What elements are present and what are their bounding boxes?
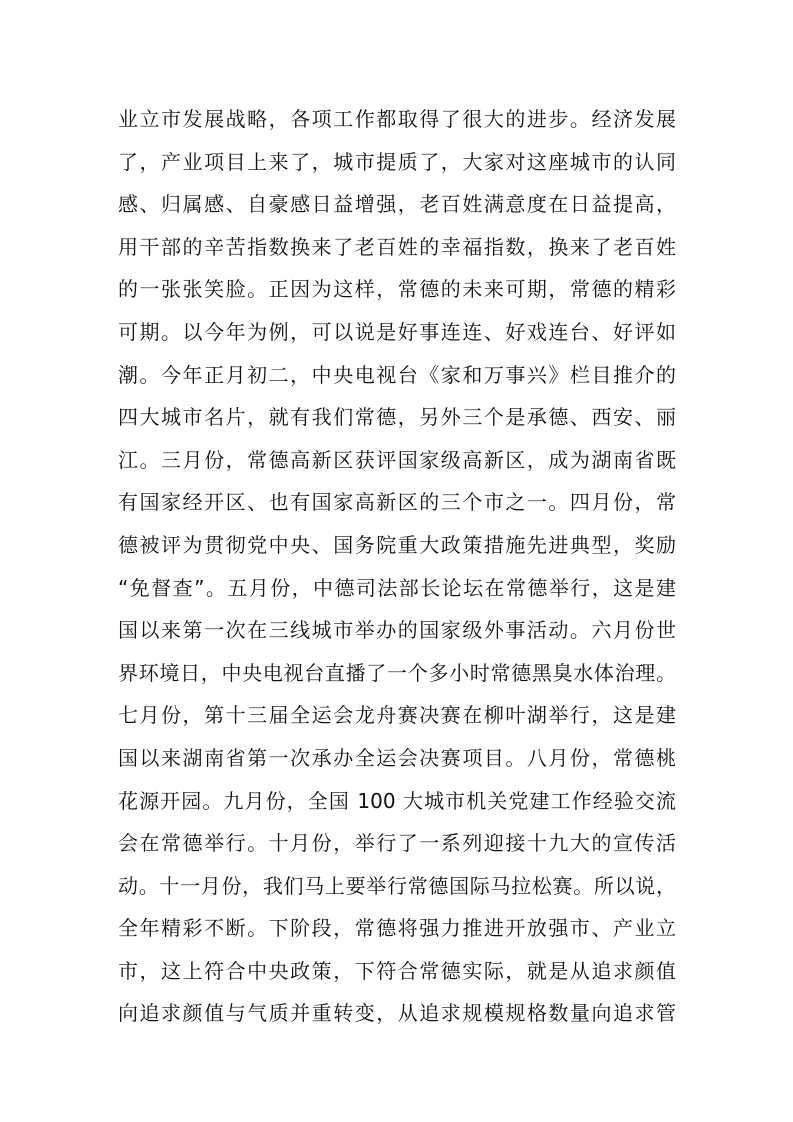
text-line: 感、归属感、自豪感日益增强，老百姓满意度在日益提高， (118, 192, 676, 217)
text-line: “免督查”。五月份，中德司法部长论坛在常德举行，这是建 (118, 575, 676, 600)
text-line: 的一张张笑脸。正因为这样，常德的未来可期，常德的精彩 (118, 277, 676, 302)
text-line: 了，产业项目上来了，城市提质了，大家对这座城市的认同 (118, 149, 676, 174)
text-line: 国以来第一次在三线城市举办的国家级外事活动。六月份世 (118, 618, 676, 643)
text-line: 国以来湖南省第一次承办全运会决赛项目。八月份，常德桃 (118, 745, 676, 770)
text-line: 业立市发展战略，各项工作都取得了很大的进步。经济发展 (118, 107, 676, 131)
text-line: 可期。以今年为例，可以说是好事连连、好戏连台、好评如 (118, 319, 676, 344)
text-line: 向追求颜值与气质并重转变，从追求规模规格数量向追求管 (118, 1001, 676, 1026)
text-line: 界环境日，中央电视台直播了一个多小时常德黑臭水体治理。 (118, 660, 676, 685)
text-line: 德被评为贯彻党中央、国务院重大政策措施先进典型，奖励 (118, 532, 676, 557)
text-line: 用干部的辛苦指数换来了老百姓的幸福指数，换来了老百姓 (118, 234, 676, 259)
body-paragraph (118, 98, 676, 1035)
text-line: 有国家经开区、也有国家高新区的三个市之一。四月份，常 (118, 490, 676, 515)
text-line: 市，这上符合中央政策，下符合常德实际，就是从追求颜值 (118, 958, 676, 983)
text-line: 全年精彩不断。下阶段，常德将强力推进开放强市、产业立 (118, 916, 676, 941)
text-line: 动。十一月份，我们马上要举行常德国际马拉松赛。所以说， (118, 873, 676, 898)
text-line: 会在常德举行。十月份，举行了一系列迎接十九大的宣传活 (118, 831, 676, 856)
text-line: 江。三月份，常德高新区获评国家级高新区，成为湖南省既 (118, 447, 676, 472)
text-line: 七月份，第十三届全运会龙舟赛决赛在柳叶湖举行，这是建 (118, 703, 676, 728)
text-line: 潮。今年正月初二，中央电视台《家和万事兴》栏目推介的 (118, 362, 676, 387)
text-line: 花源开园。九月份，全国 100 大城市机关党建工作经验交流 (118, 788, 676, 813)
text-line: 四大城市名片，就有我们常德，另外三个是承德、西安、丽 (118, 405, 676, 430)
